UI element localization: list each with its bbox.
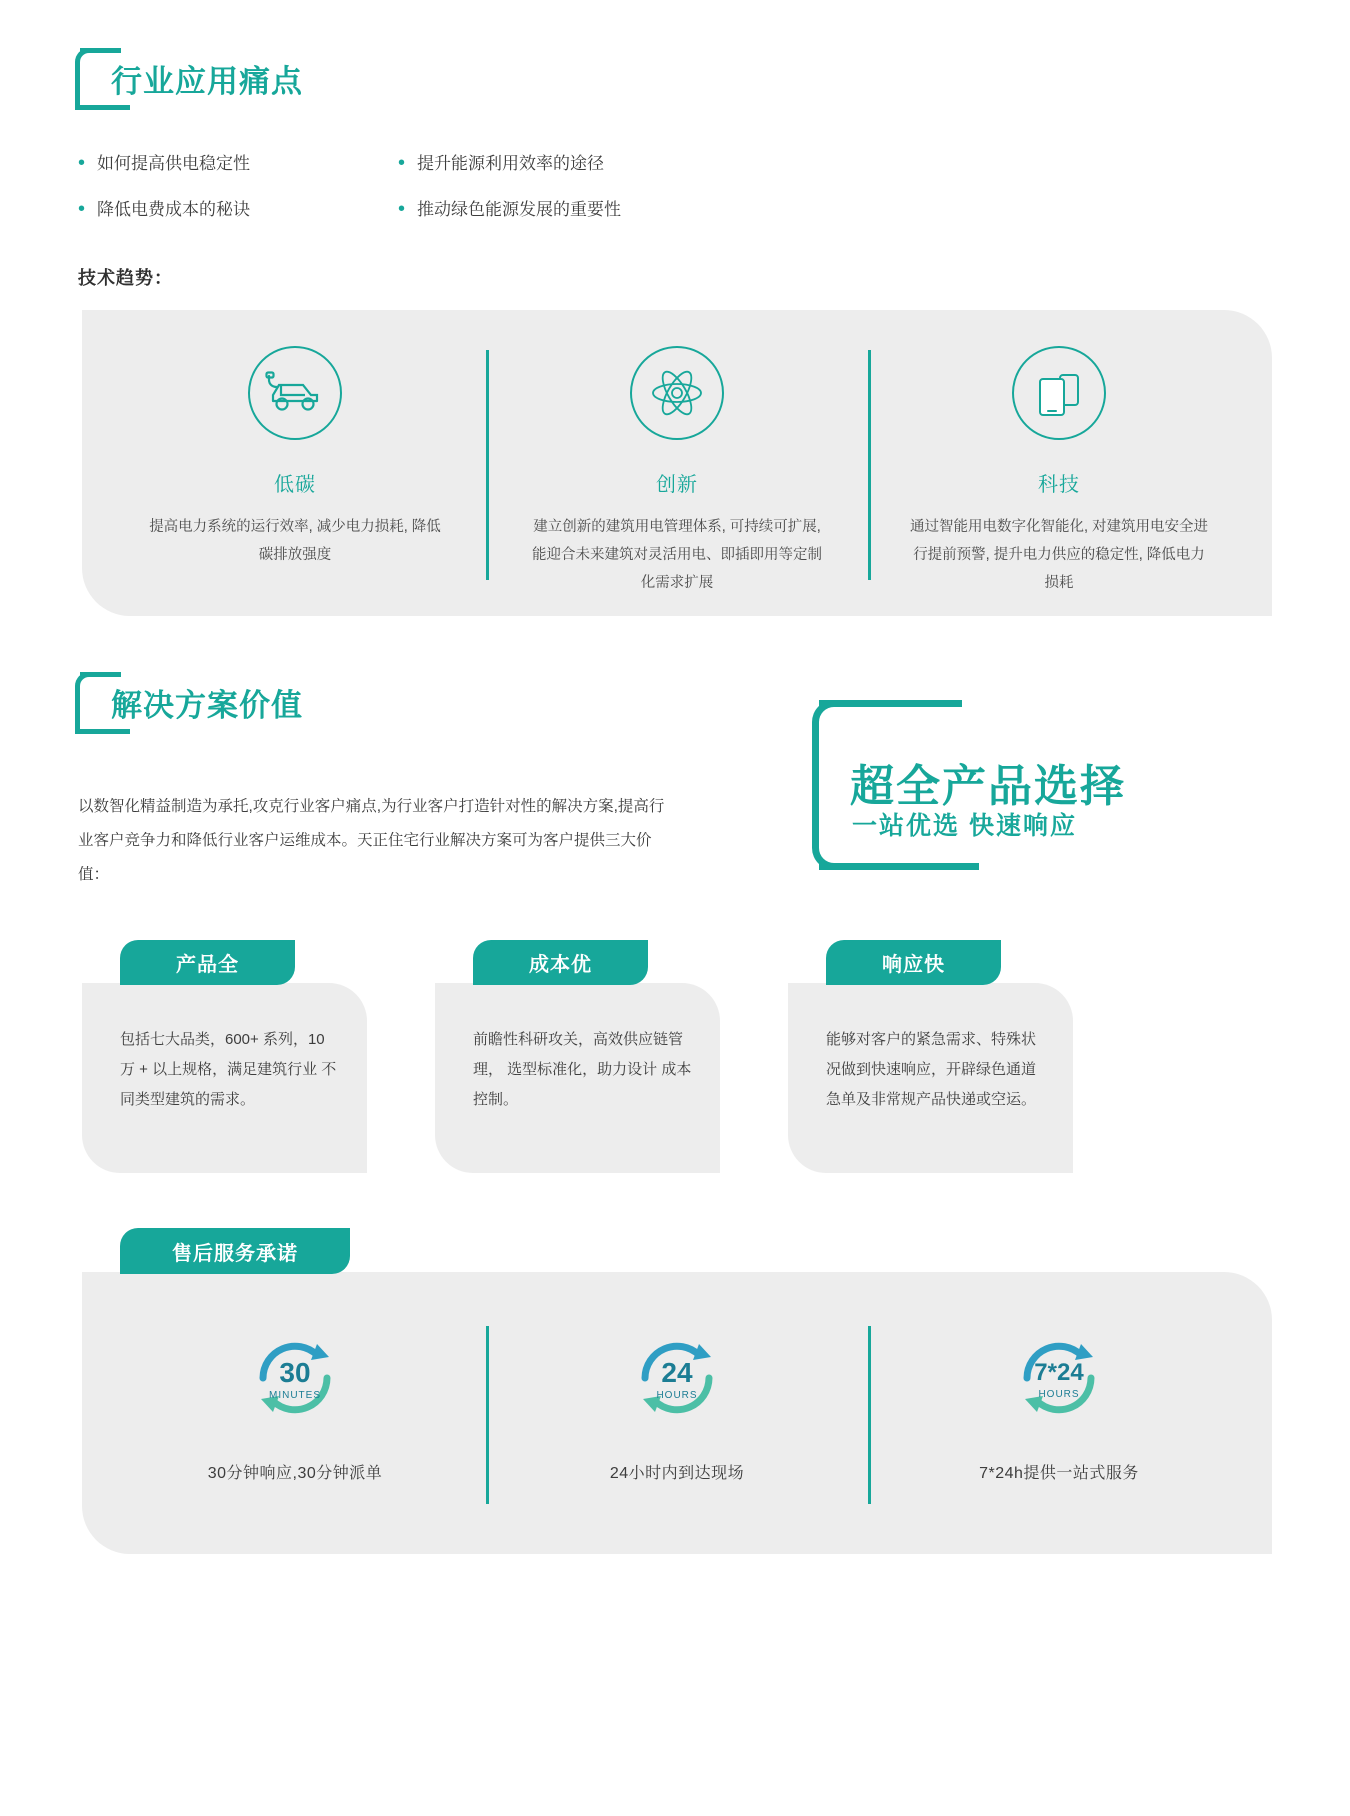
mobile-devices-icon [1012, 346, 1106, 440]
painpoints-list [78, 152, 978, 222]
service-column-24h [486, 1272, 868, 1554]
trend-description: 建立创新的建筑用电管理体系, 可持续可扩展, 能迎合未来建筑对灵活用电、即插即用等定制化需求扩展 [532, 519, 822, 591]
trend-description: 通过智能用电数字化智能化, 对建筑用电安全进行提前预警, 提升电力供应的稳定性, 降低电力损耗 [909, 519, 1209, 591]
divider [486, 1326, 489, 1504]
trend-title: 创新 [656, 474, 698, 496]
trend-column-low-carbon [104, 310, 486, 616]
hero-banner [812, 700, 1232, 870]
value-card-products [82, 940, 367, 1180]
service-column-30min [104, 1272, 486, 1554]
badge-main-text: 30 [279, 1357, 311, 1388]
value-cards [82, 940, 1272, 1180]
value-card-cost [435, 940, 720, 1180]
after-sales-panel [82, 1272, 1272, 1554]
list-item [398, 198, 978, 222]
divider [868, 1326, 871, 1504]
trend-description: 提高电力系统的运行效率, 减少电力损耗, 降低碳排放强度 [149, 519, 441, 563]
tech-trend-label: 技术趋势： [78, 268, 173, 288]
trend-column-innovation [486, 310, 868, 616]
after-sales-tag: 售后服务承诺 [120, 1228, 350, 1274]
badge-main-text: 7*24 [1034, 1359, 1084, 1386]
painpoints-section-heading [75, 48, 303, 110]
bullet-dot-icon: • [78, 152, 86, 174]
list-item [78, 198, 398, 222]
section-title: 解决方案价值 [111, 688, 303, 723]
hero-title: 超全产品选择 [850, 762, 1126, 811]
service-text: 24小时内到达现场 [609, 1465, 745, 1482]
page-title: 行业应用痛点 [111, 64, 303, 99]
badge-sub-text: HOURS [1038, 1389, 1080, 1400]
trend-title: 科技 [1038, 474, 1080, 496]
cycle-7x24-hours-icon [1007, 1330, 1111, 1426]
list-item-label: 提升能源利用效率的途径 [417, 154, 605, 173]
cycle-30-minutes-icon [243, 1330, 347, 1426]
value-section-heading [75, 672, 303, 734]
badge-main-text: 24 [661, 1357, 693, 1388]
service-column-7x24 [868, 1272, 1250, 1554]
service-text: 7*24h提供一站式服务 [979, 1465, 1139, 1482]
service-text: 30分钟响应,30分钟派单 [207, 1465, 383, 1482]
card-body: 前瞻性科研攻关，高效供应链管理， 选型标准化，助力设计 成本控制。 [435, 983, 720, 1173]
divider [486, 350, 489, 580]
card-body: 包括七大品类，600+ 系列，10 万 + 以上规格，满足建筑行业 不同类型建筑的需求。 [82, 983, 367, 1173]
trend-title: 低碳 [274, 474, 316, 496]
value-card-response [788, 940, 1073, 1180]
trend-column-technology [868, 310, 1250, 616]
card-tag: 响应快 [826, 940, 1001, 985]
divider [868, 350, 871, 580]
bullet-dot-icon: • [398, 198, 406, 220]
list-item-label: 推动绿色能源发展的重要性 [417, 200, 622, 219]
badge-sub-text: HOURS [656, 1390, 698, 1401]
list-item [398, 152, 978, 176]
list-item-label: 如何提高供电稳定性 [97, 154, 251, 173]
card-tag: 产品全 [120, 940, 295, 985]
cycle-24-hours-icon [625, 1330, 729, 1426]
list-item-label: 降低电费成本的秘诀 [97, 200, 251, 219]
card-body: 能够对客户的紧急需求、特殊状况做到快速响应，开辟绿色通道急单及非常规产品快递或空运。 [788, 983, 1073, 1173]
electric-car-charging-icon [248, 346, 342, 440]
list-item [78, 152, 398, 176]
bullet-dot-icon: • [398, 152, 406, 174]
bullet-dot-icon: • [78, 198, 86, 220]
card-tag: 成本优 [473, 940, 648, 985]
hero-subtitle: 一站优选 快速响应 [852, 812, 1077, 840]
atom-innovation-icon [630, 346, 724, 440]
badge-sub-text: MINUTES [269, 1390, 321, 1401]
value-paragraph: 以数智化精益制造为承托,攻克行业客户痛点,为行业客户打造针对性的解决方案,提高行业客户竞争力和降低行业客户运维成本。天正住宅行业解决方案可为客户提供三大价值： [78, 798, 665, 883]
tech-trend-panel [82, 310, 1272, 616]
after-sales-section [82, 1228, 1272, 1554]
